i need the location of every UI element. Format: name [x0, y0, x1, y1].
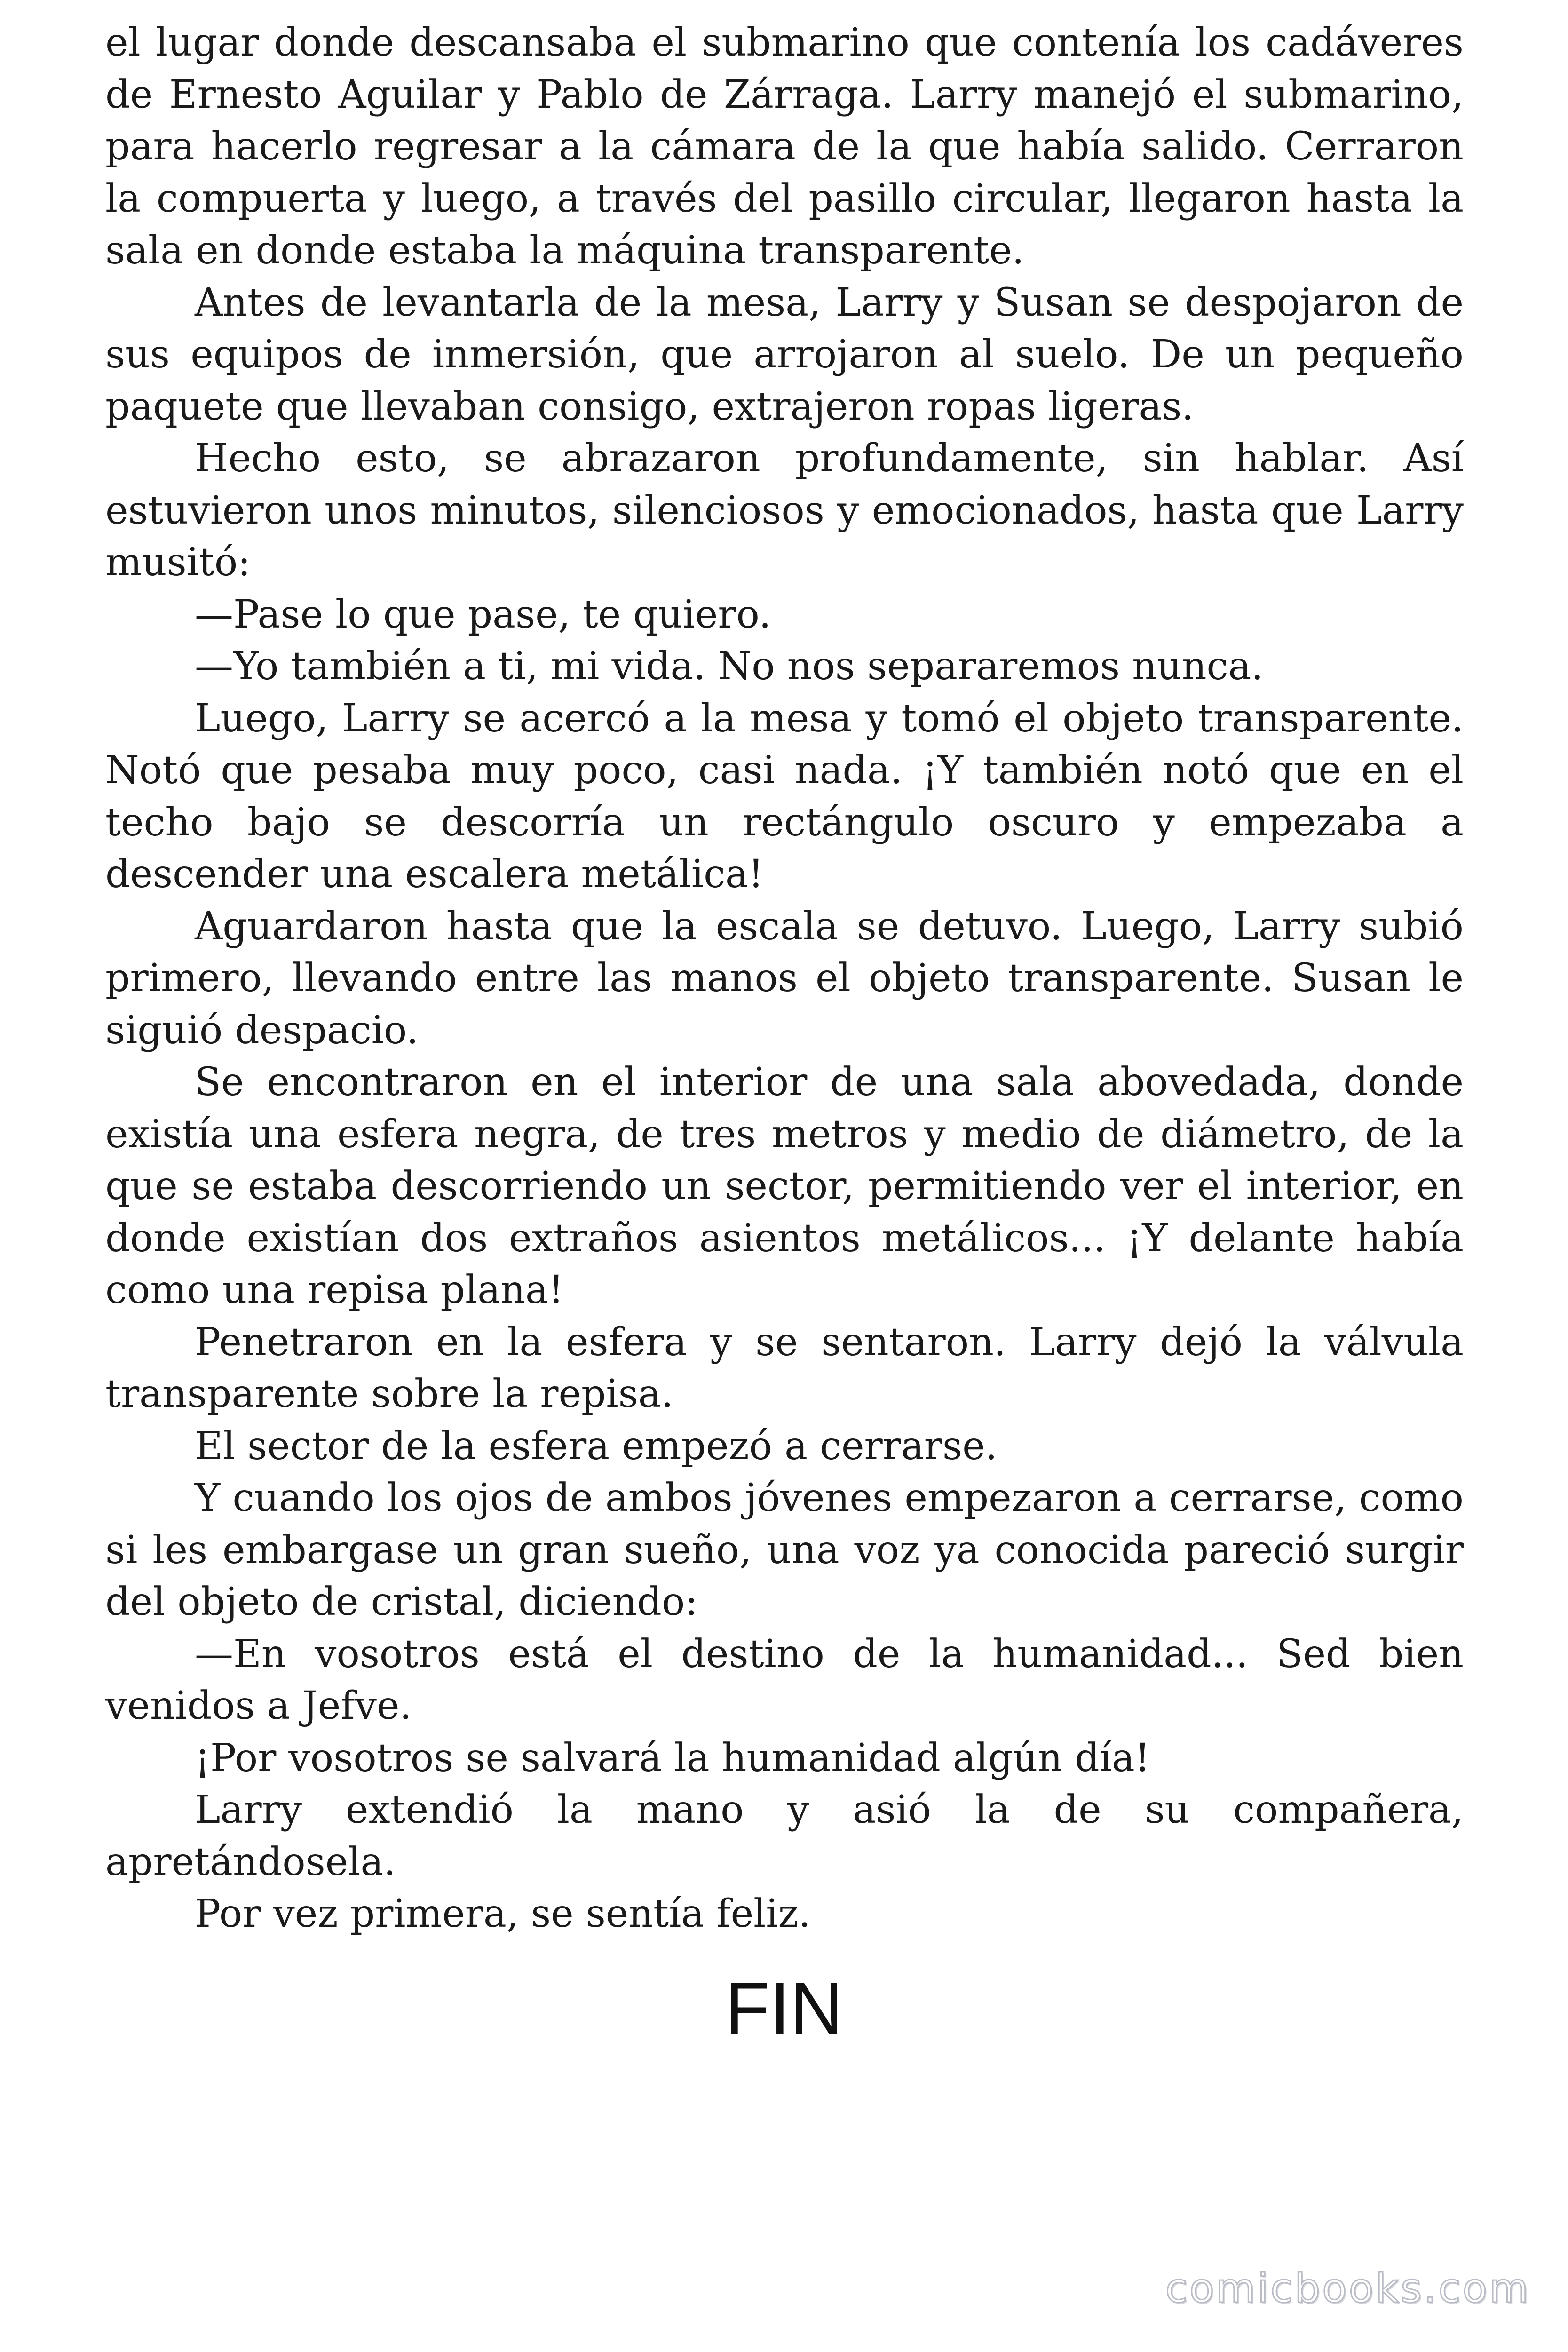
paragraph: Se encontraron en el interior de una sala abovedada, donde existía una esfera negra, de tres metros y medio de diámetro, de la que se estaba descorriendo un sector, permitiendo ver el interior, en donde existían dos extraños asientos metálicos... ¡Y delante había como una repisa plana!: [105, 1060, 1464, 1312]
paragraph: Hecho esto, se abrazaron profundamente, sin hablar. Así estuvieron unos minutos, silenciosos y emocionados, hasta que Larry musitó:: [105, 436, 1464, 585]
dialogue-line: —En vosotros está el destino de la humanidad... Sed bien venidos a Jefve.: [105, 1631, 1464, 1728]
paragraph: Y cuando los ojos de ambos jóvenes empezaron a cerrarse, como si les embargase un gran sueño, una voz ya conocida pareció surgir del objeto de cristal, diciendo:: [105, 1476, 1464, 1624]
paragraph: Larry extendió la mano y asió la de su compañera, apretándosela.: [105, 1788, 1464, 1884]
watermark-text: comicbooks.com: [1165, 2265, 1530, 2312]
paragraph: Luego, Larry se acercó a la mesa y tomó el objeto transparente. Notó que pesaba muy poco, casi nada. ¡Y también notó que en el techo bajo se descorría un rectángulo oscuro y empezaba a descender una escalera metálica!: [105, 696, 1464, 897]
paragraph: Antes de levantarla de la mesa, Larry y Susan se despojaron de sus equipos de inmersión, que arrojaron al suelo. De un pequeño paquete que llevaban consigo, extrajeron ropas ligeras.: [105, 280, 1464, 429]
paragraph: El sector de la esfera empezó a cerrarse.: [195, 1423, 998, 1469]
paragraph: Por vez primera, se sentía feliz.: [195, 1891, 811, 1936]
paragraph: Aguardaron hasta que la escala se detuvo. Luego, Larry subió primero, llevando entre las manos el objeto transparente. Susan le siguió despacio.: [105, 904, 1464, 1053]
dialogue-line: —Yo también a ti, mi vida. No nos separaremos nunca.: [195, 644, 1264, 689]
dialogue-line: —Pase lo que pase, te quiero.: [195, 592, 771, 637]
paragraph: Penetraron en la esfera y se sentaron. Larry dejó la válvula transparente sobre la repisa.: [105, 1319, 1464, 1416]
paragraph: el lugar donde descansaba el submarino que contenía los cadáveres de Ernesto Aguilar y Pablo de Zárraga. Larry manejó el submarino, para hacerlo regresar a la cámara de la que había salido. Cerraron la compuerta y luego, a través del pasillo circular, llegaron hasta la sala en donde estaba la máquina transparente.: [105, 20, 1464, 273]
fin-heading: FIN: [725, 1968, 843, 2050]
paragraph: ¡Por vosotros se salvará la humanidad algún día!: [195, 1735, 1150, 1780]
body-text: [105, 17, 1464, 1940]
